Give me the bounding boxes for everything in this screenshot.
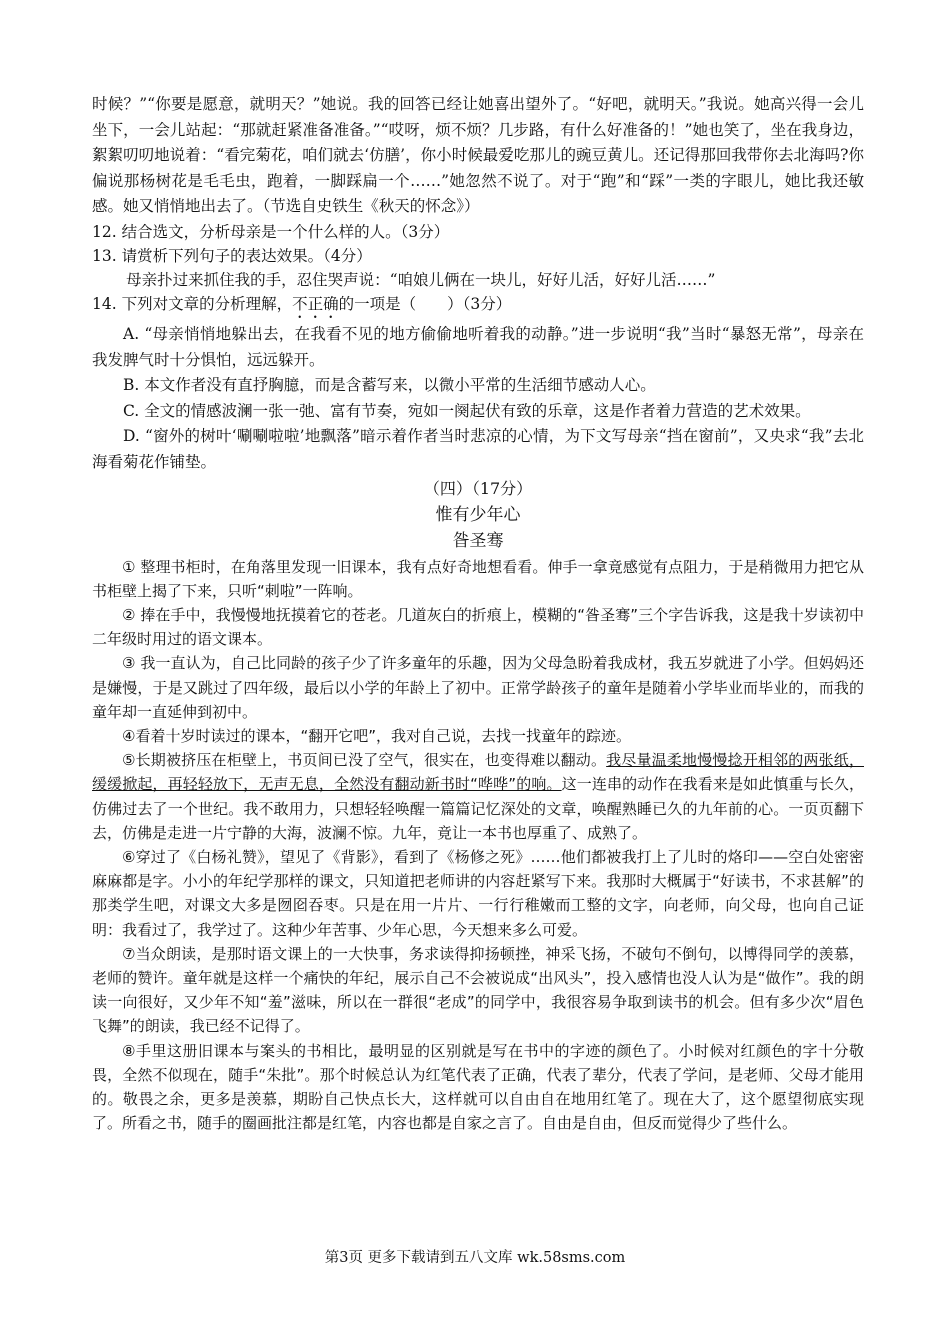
question-14-prefix: 14. 下列对文章的分析理解， (92, 294, 293, 313)
essay-paragraph-3: ③ 我一直认为，自己比同龄的孩子少了许多童年的乐趣，因为父母急盼着我成材，我五岁就进了小学。但妈妈还是嫌慢，于是又跳过了四年级，最后以小学的年龄上了初中。正常学龄孩子的童年是随着小学毕业而毕业的，而我的童年却一直延伸到初中。 (92, 654, 864, 721)
essay-paragraph-4: ④看着十岁时读过的课本，“翻开它吧”，我对自己说，去找一找童年的踪迹。 (122, 726, 631, 745)
question-14-emphasis: 不正确 (292, 294, 339, 313)
question-14-suffix: 的一项是（ ）（3分） (338, 294, 512, 313)
essay-title: 惟有少年心 (435, 504, 521, 525)
essay-paragraph-5-end: 这一连串的动作在我看来是如此慎重与长久，仿佛过去了一个世纪。我不敢用力，只想轻轻唤醒一篇篇记忆深处的文章，唤醒熟睡已久的九年前的心。一页页翻下去，仿佛是走进一片宁静的大海，波澜不惊。九年，竟让一本书也厚重了、成熟了。 (92, 775, 864, 842)
underlined-sentence: 我尽量温柔地慢慢捻开相邻的两张纸，缓缓掀起，再轻轻放下，无声无息，全然没有翻动新书时“哗哗”的响。 (92, 751, 864, 794)
reading-passage-end: 时候？”“你要是愿意，就明天？”她说。我的回答已经让她喜出望外了。“好吧，就明天。”我说。她高兴得一会儿坐下，一会儿站起：“那就赶紧准备准备。”“哎呀，烦不烦？几步路，有什么好准备的！”她也笑了，坐在我身边，絮絮叨叨地说着：“看完菊花，咱们就去‘仿膳’，你小时候最爱吃那儿的豌豆黄儿。还记得那回我带你去北海吗?你偏说那杨树花是毛毛虫，跑着，一脚踩扁一个……”她忽然不说了。对于“跑”和“踩”一类的字眼儿，她比我还敏感。她又悄悄地出去了。（节选自史铁生《秋天的怀念》） (92, 95, 864, 216)
essay-paragraph-8: ⑧手里这册旧课本与案头的书相比，最明显的区别就是写在书中的字迹的颜色了。小时候对红颜色的字十分敬畏，全然不似现在，随手“朱批”。那个时候总认为红笔代表了正确，代表了辈分，代表了学问，是老师、父母才能用的。敬畏之余，更多是羡慕，期盼自己快点长大，这样就可以自由自在地用红笔了。现在大了，这个愿望彻底实现了。所看之书，随手的圈画批注都是红笔，内容也都是自家之言了。自由是自由，但反而觉得少了些什么。 (92, 1041, 864, 1133)
essay-paragraph-1: ① 整理书柜时，在角落里发现一旧课本，我有点好奇地想看看。伸手一拿竟感觉有点阻力，于是稍微用力把它从书柜壁上揭了下来，只听“刺啦”一阵响。 (92, 557, 864, 600)
page-footer: 第3页 更多下载请到五八文库 wk.58sms.com (324, 1250, 626, 1266)
option-c: C. 全文的情感波澜一张一弛、富有节奏，宛如一阕起伏有致的乐章，这是作者着力营造的艺术效果。 (123, 401, 811, 420)
essay-paragraph-5 (92, 748, 864, 845)
section-heading: （四）（17分） (423, 478, 533, 498)
question-13: 13. 请赏析下列句子的表达效果。（4分） (92, 246, 372, 265)
question-14 (92, 292, 864, 322)
option-b: B. 本文作者没有直抒胸臆，而是含蓄写来，以微小平常的生活细节感动人心。 (123, 376, 656, 395)
essay-paragraph-7: ⑦当众朗读，是那时语文课上的一大快事，务求读得抑扬顿挫，神采飞扬，不破句不倒句，以博得同学的羡慕，老师的赞许。童年就是这样一个痛快的年纪，展示自己不会被说成“出风头”，投入感情也没人认为是“做作”。我的朗读一向很好，又少年不知“羞”滋味，所以在一群很“老成”的同学中，我很容易争取到读书的机会。但有多少次“眉色飞舞”的朗读，我已经不记得了。 (92, 944, 864, 1036)
essay-body (92, 555, 864, 1136)
page-content (92, 92, 864, 1135)
essay-paragraph-5-start: ⑤长期被挤压在柜壁上，书页间已没了空气，很实在，也变得难以翻动。 (122, 751, 607, 770)
option-d: D. “窗外的树叶‘唰唰啦啦’地飘落”暗示着作者当时悲凉的心情，为下文写母亲“挡在窗前”，又央求“我”去北海看菊花作铺垫。 (92, 427, 864, 471)
option-a: A. “母亲悄悄地躲出去，在我看不见的地方偷偷地听着我的动静。”进一步说明“我”当时“暴怒无常”，母亲在我发脾气时十分惧怕，远远躲开。 (92, 324, 864, 369)
essay-author: 昝圣骞 (452, 530, 504, 551)
essay-paragraph-6: ⑥穿过了《白杨礼赞》，望见了《背影》，看到了《杨修之死》……他们都被我打上了儿时的烙印——空白处密密麻麻都是字。小小的年纪学那样的课文，只知道把老师讲的内容赶紧写下来。我那时大概属于“好读书，不求甚解”的那类学生吧，对课文大多是囫囵吞枣。只是在用一片片、一行行稚嫩而工整的文字，向老师，向父母，也向自己证明：我看过了，我学过了。这种少年苦事、少年心思，今天想来多么可爱。 (92, 847, 864, 939)
essay-paragraph-2: ② 捧在手中，我慢慢地抚摸着它的苍老。几道灰白的折痕上，模糊的“昝圣骞”三个字告诉我，这是我十岁读初中二年级时用过的语文课本。 (92, 605, 864, 649)
question-12: 12. 结合选文，分析母亲是一个什么样的人。（3分） (92, 222, 450, 241)
question-13-quote: 母亲扑过来抓住我的手，忍住哭声说：“咱娘儿俩在一块儿，好好儿活，好好儿活……” (126, 270, 716, 289)
